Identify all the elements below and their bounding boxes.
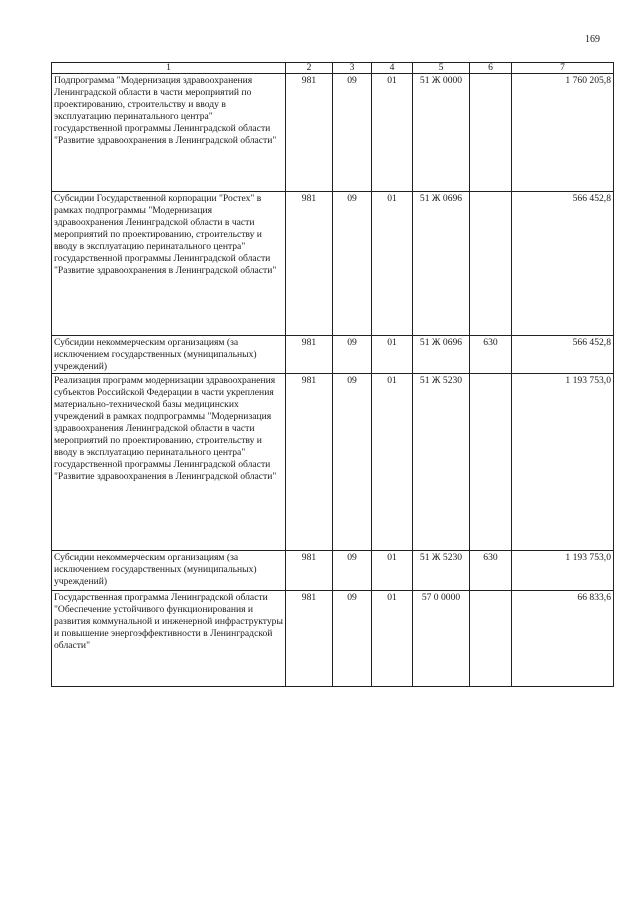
ministry-code-cell: 981 — [286, 74, 333, 192]
header-col-6: 6 — [470, 63, 512, 74]
section-code-cell: 09 — [333, 74, 372, 192]
ministry-code-cell: 981 — [286, 374, 333, 551]
expense-type-cell — [470, 192, 512, 336]
amount-cell: 66 833,6 — [512, 591, 614, 687]
header-col-5: 5 — [413, 63, 470, 74]
subsection-code-cell: 01 — [372, 591, 413, 687]
subsection-code-cell: 01 — [372, 336, 413, 374]
expense-type-cell — [470, 591, 512, 687]
table-row — [52, 74, 614, 192]
subsection-code-cell: 01 — [372, 374, 413, 551]
section-code-cell: 09 — [333, 551, 372, 591]
target-article-cell: 57 0 0000 — [413, 591, 470, 687]
amount-cell: 1 760 205,8 — [512, 74, 614, 192]
budget-table — [51, 62, 614, 687]
section-code-cell: 09 — [333, 374, 372, 551]
ministry-code-cell: 981 — [286, 591, 333, 687]
section-code-cell: 09 — [333, 591, 372, 687]
target-article-cell: 51 Ж 0696 — [413, 192, 470, 336]
page-number: 169 — [585, 34, 600, 45]
ministry-code-cell: 981 — [286, 551, 333, 591]
target-article-cell: 51 Ж 0000 — [413, 74, 470, 192]
subsection-code-cell: 01 — [372, 551, 413, 591]
table-row — [52, 192, 614, 336]
amount-cell: 1 193 753,0 — [512, 551, 614, 591]
header-row — [52, 63, 614, 74]
subsection-code-cell: 01 — [372, 192, 413, 336]
row-name-cell: Государственная программа Ленинградской области "Обеспечение устойчивого функционирования и развития коммунальной и инженерной инфраструктуры и повышение энергоэффективности в Ленинградской области" — [52, 591, 286, 687]
table-row — [52, 374, 614, 551]
target-article-cell: 51 Ж 5230 — [413, 551, 470, 591]
table-row — [52, 551, 614, 591]
row-name-cell: Субсидии некоммерческим организациям (за исключением государственных (муниципальных) учреждений) — [52, 551, 286, 591]
header-col-4: 4 — [372, 63, 413, 74]
target-article-cell: 51 Ж 0696 — [413, 336, 470, 374]
table-row — [52, 336, 614, 374]
expense-type-cell: 630 — [470, 551, 512, 591]
subsection-code-cell: 01 — [372, 74, 413, 192]
amount-cell: 566 452,8 — [512, 336, 614, 374]
amount-cell: 1 193 753,0 — [512, 374, 614, 551]
section-code-cell: 09 — [333, 192, 372, 336]
section-code-cell: 09 — [333, 336, 372, 374]
table-row — [52, 591, 614, 687]
expense-type-cell — [470, 74, 512, 192]
header-col-7: 7 — [512, 63, 614, 74]
row-name-cell: Реализация программ модернизации здравоохранения субъектов Российской Федерации в части укрепления материально-технической базы медицинских учреждений в рамках подпрограммы "Модернизация здравоохранения Ленинградской области в части мероприятий по проектированию, строительству и вводу в эксплуатацию перинатального центра" государственной программы Ленинградской области "Развитие здравоохранения в Ленинградской области" — [52, 374, 286, 551]
header-col-3: 3 — [333, 63, 372, 74]
expense-type-cell — [470, 374, 512, 551]
target-article-cell: 51 Ж 5230 — [413, 374, 470, 551]
ministry-code-cell: 981 — [286, 192, 333, 336]
ministry-code-cell: 981 — [286, 336, 333, 374]
amount-cell: 566 452,8 — [512, 192, 614, 336]
header-col-2: 2 — [286, 63, 333, 74]
row-name-cell: Субсидии некоммерческим организациям (за исключением государственных (муниципальных) учреждений) — [52, 336, 286, 374]
expense-type-cell: 630 — [470, 336, 512, 374]
header-col-1: 1 — [52, 63, 286, 74]
row-name-cell: Субсидии Государственной корпорации "Ростех" в рамках подпрограммы "Модернизация здравоохранения Ленинградской области в части мероприятий по проектированию, строительству и вводу в эксплуатацию перинатального центра" государственной программы Ленинградской области "Развитие здравоохранения в Ленинградской области" — [52, 192, 286, 336]
row-name-cell: Подпрограмма "Модернизация здравоохранения Ленинградской области в части мероприятий по проектированию, строительству и вводу в эксплуатацию перинатального центра" государственной программы Ленинградской области "Развитие здравоохранения в Ленинградской области" — [52, 74, 286, 192]
